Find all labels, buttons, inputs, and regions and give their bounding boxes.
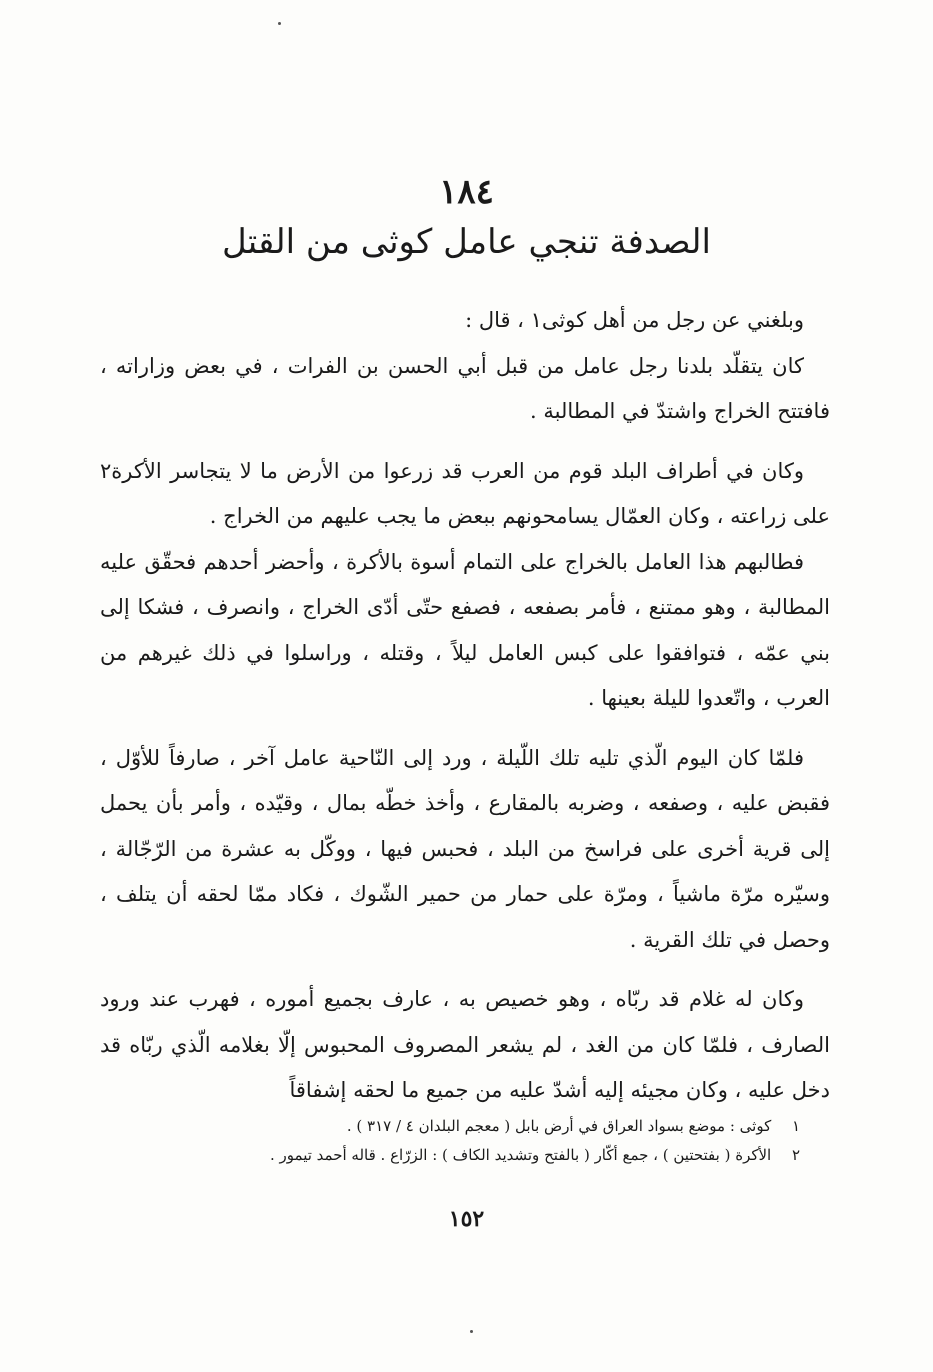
footnote-text: كوثى : موضع بسواد العراق في أرض بابل ( معجم البلدان ٤ / ٣١٧ ) .: [346, 1117, 772, 1135]
paragraph: فلمّا كان اليوم الّذي تليه تلك اللّيلة ، ورد إلى النّاحية عامل آخر ، صارفاً للأوّل ، فقبض عليه ، وصفعه ، وضربه بالمقارع ، وأخذ خطّه بمال ، وقيّده ، وأمر بأن يحمل إلى قرية أخرى على فراسخ من البلد ، فحبس فيها ، ووكّل به عشرة من الرّجّالة ، وسيّره مرّة ماشياً ، ومرّة على حمار من حمير الشّوك ، فكاد ممّا لحقه أن يتلف ، وحصل في تلك القرية .: [100, 745, 830, 952]
paragraph: فطالبهم هذا العامل بالخراج على التمام أسوة بالأكرة ، وأحضر أحدهم فحقّق عليه المطالبة ، وهو ممتنع ، فأمر بصفعه ، فصفع حتّى أدّى الخراج ، وانصرف ، فشكا إلى بني عمّه ، فتوافقوا على كبس العامل ليلاً ، وقتله ، وراسلوا في ذلك غيرهم من العرب ، واتّعدوا لليلة بعينها .: [100, 549, 830, 710]
paragraph: وكان له غلام قد ربّاه ، وهو خصيص به ، عارف بجميع أموره ، فهرب عند ورود الصارف ، فلمّا كان من الغد ، لم يشعر المصروف المحبوس إلّا بغلامه الّذي ربّاه قد دخل عليه ، وكان مجيئه إليه أشدّ عليه من جميع ما لحقه إشفاقاً: [100, 987, 830, 1102]
footnote: [160, 1112, 800, 1141]
paragraph: وبلغني عن رجل من أهل كوثى١ ، قال :: [465, 308, 804, 332]
body-text: [100, 298, 830, 1114]
chapter-number: ١٨٤: [439, 172, 494, 212]
footnote-number: ١: [791, 1117, 800, 1135]
chapter-title: الصدفة تنجي عامل كوثى من القتل: [222, 222, 711, 262]
scan-speck: [470, 1330, 473, 1333]
footnote-text: الأكرة ( بفتحتين ) ، جمع أكّار ( بالفتح وتشديد الكاف ) : الزرّاع . قاله أحمد تيمور .: [270, 1146, 772, 1164]
scan-speck: [278, 22, 281, 25]
footnote: [160, 1141, 800, 1170]
paragraph: وكان في أطراف البلد قوم من العرب قد زرعوا من الأرض ما لا يتجاسر الأكرة٢ على زراعته ، وكان العمّال يسامحونهم ببعض ما يجب عليهم من الخراج .: [100, 458, 830, 528]
paragraph: كان يتقلّد بلدنا رجل عامل من قبل أبي الحسن بن الفرات ، في بعض وزاراته ، فافتتح الخراج واشتدّ في المطالبة .: [100, 353, 830, 423]
page-number: ١٥٢: [448, 1206, 485, 1232]
footnote-number: ٢: [791, 1146, 800, 1164]
footnotes: [160, 1112, 800, 1170]
